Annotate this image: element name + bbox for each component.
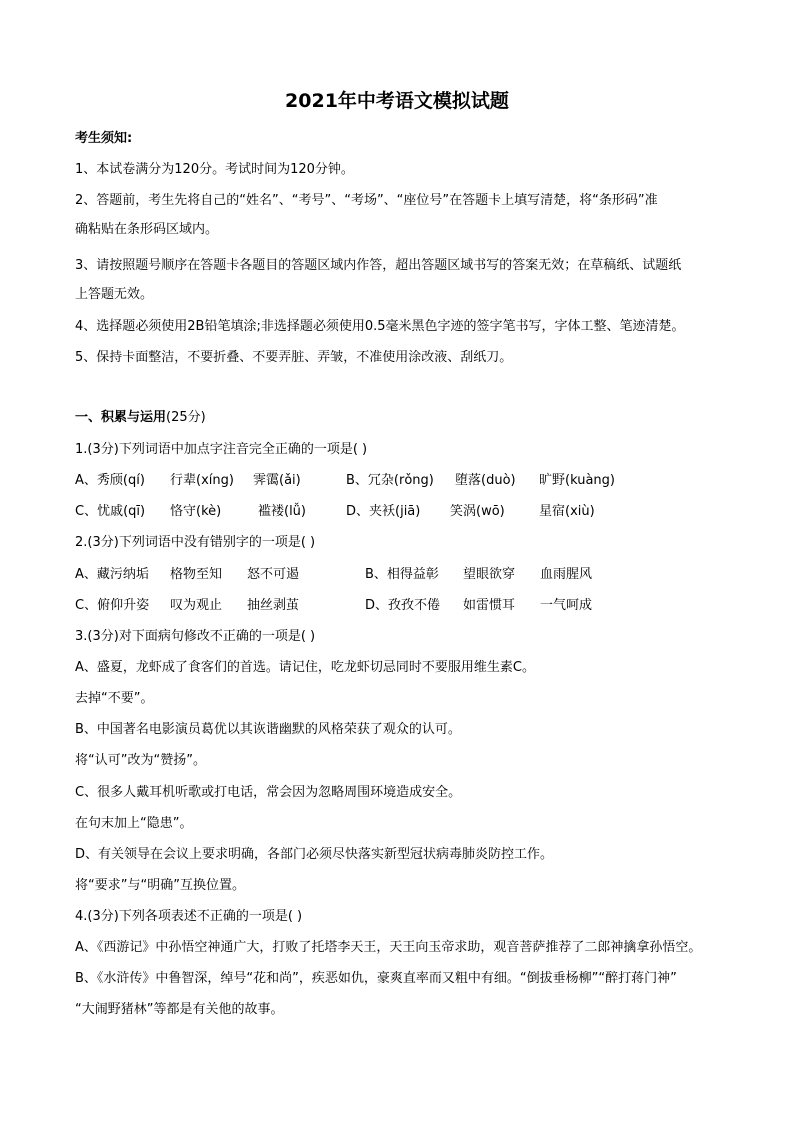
question-stem: 2.(3分)下列词语中没有错别字的一项是( )	[75, 535, 316, 550]
options-row	[75, 503, 595, 521]
option: 星宿(xiù)	[539, 504, 595, 519]
option: C、忧戚(qī)	[75, 504, 146, 519]
notice-line: 2、答题前，考生先将自己的“姓名”、“考号”、“考场”、“座位号”在答题卡上填写清楚，将“条形码”准	[75, 193, 658, 208]
question-stem: 1.(3分)下列词语中加点字注音完全正确的一项是( )	[75, 442, 368, 457]
section-score: (25分)	[166, 410, 206, 425]
question-line: A、盛夏，龙虾成了食客们的首选。请记住，吃龙虾切忌同时不要服用维生素C。	[75, 660, 535, 675]
option: A、藏污纳垢	[75, 567, 149, 582]
option: 霁霭(ǎi)	[253, 473, 301, 488]
notice-line: 1、本试卷满分为120分。考试时间为120分钟。	[75, 162, 354, 177]
option: B、相得益彰	[365, 567, 439, 582]
notice-line: 3、请按照题号顺序在答题卡各题目的答题区域内作答，超出答题区域书写的答案无效；在草稿纸、试题纸	[75, 258, 682, 273]
option: 笑涡(wō)	[450, 504, 505, 519]
question-stem: 3.(3分)对下面病句修改不正确的一项是( )	[75, 629, 316, 644]
option: 褴褛(lǚ)	[258, 504, 306, 519]
option: 望眼欲穿	[463, 567, 516, 582]
options-row	[75, 472, 615, 490]
question-line: 在句末加上“隐患”。	[75, 816, 193, 831]
option: 怒不可遏	[247, 567, 300, 582]
question-line: 将“认可”改为“赞扬”。	[75, 753, 206, 768]
option: C、俯仰升姿	[75, 598, 150, 613]
section-title: 一、积累与运用	[75, 410, 167, 425]
question-line: B、中国著名电影演员葛优以其诙谐幽默的风格荣获了观众的认可。	[75, 722, 461, 737]
options-row	[75, 597, 592, 615]
option: D、夹袄(jiā)	[346, 504, 421, 519]
notice-line: 5、保持卡面整洁，不要折叠、不要弄脏、弄皱，不准使用涂改液、刮纸刀。	[75, 350, 513, 365]
question-stem: 4.(3分)下列各项表述不正确的一项是( )	[75, 909, 303, 924]
option: A、秀颀(qí)	[75, 473, 145, 488]
option: D、孜孜不倦	[365, 598, 441, 613]
notice-heading: 考生须知:	[75, 131, 133, 146]
option: 行辈(xíng)	[170, 473, 234, 488]
option: 一气呵成	[540, 598, 593, 613]
option: 恪守(kè)	[170, 504, 222, 519]
question-line: “大闹野猪林”等都是有关他的故事。	[75, 1002, 284, 1017]
question-line: A、《西游记》中孙悟空神通广大，打败了托塔李天王，天王向玉帝求助，观音菩萨推荐了二郎神擒拿孙悟空。	[75, 940, 702, 955]
option: B、冗杂(rǒng)	[346, 473, 434, 488]
question-line: B、《水浒传》中鲁智深，绰号“花和尚”，疾恶如仇，豪爽直率而又粗中有细。“倒拔垂杨柳”“醉打蒋门神”	[75, 971, 677, 986]
page-title: 2021年中考语文模拟试题	[285, 90, 509, 112]
option: 抽丝剥茧	[247, 598, 300, 613]
option: 格物至知	[170, 567, 223, 582]
question-line: 去掉“不要”。	[75, 691, 154, 706]
question-line: 将“要求”与“明确”互换位置。	[75, 878, 245, 893]
section-heading	[75, 409, 206, 427]
option: 血雨腥风	[540, 567, 593, 582]
option: 堕落(duò)	[455, 473, 516, 488]
options-row	[75, 566, 592, 584]
question-line: C、很多人戴耳机听歌或打电话，常会因为忽略周围环境造成安全。	[75, 785, 462, 800]
option: 旷野(kuàng)	[539, 473, 615, 488]
option: 如雷惯耳	[463, 598, 516, 613]
question-line: D、有关领导在会议上要求明确，各部门必须尽快落实新型冠状病毒肺炎防控工作。	[75, 847, 554, 862]
notice-line: 确粘贴在条形码区域内。	[75, 222, 219, 237]
notice-line: 4、选择题必须使用2B铅笔填涂;非选择题必须使用0.5毫米黑色字迹的签字笔书写，字体工整、笔迹清楚。	[75, 319, 685, 334]
option: 叹为观止	[170, 598, 223, 613]
notice-line: 上答题无效。	[75, 287, 154, 302]
